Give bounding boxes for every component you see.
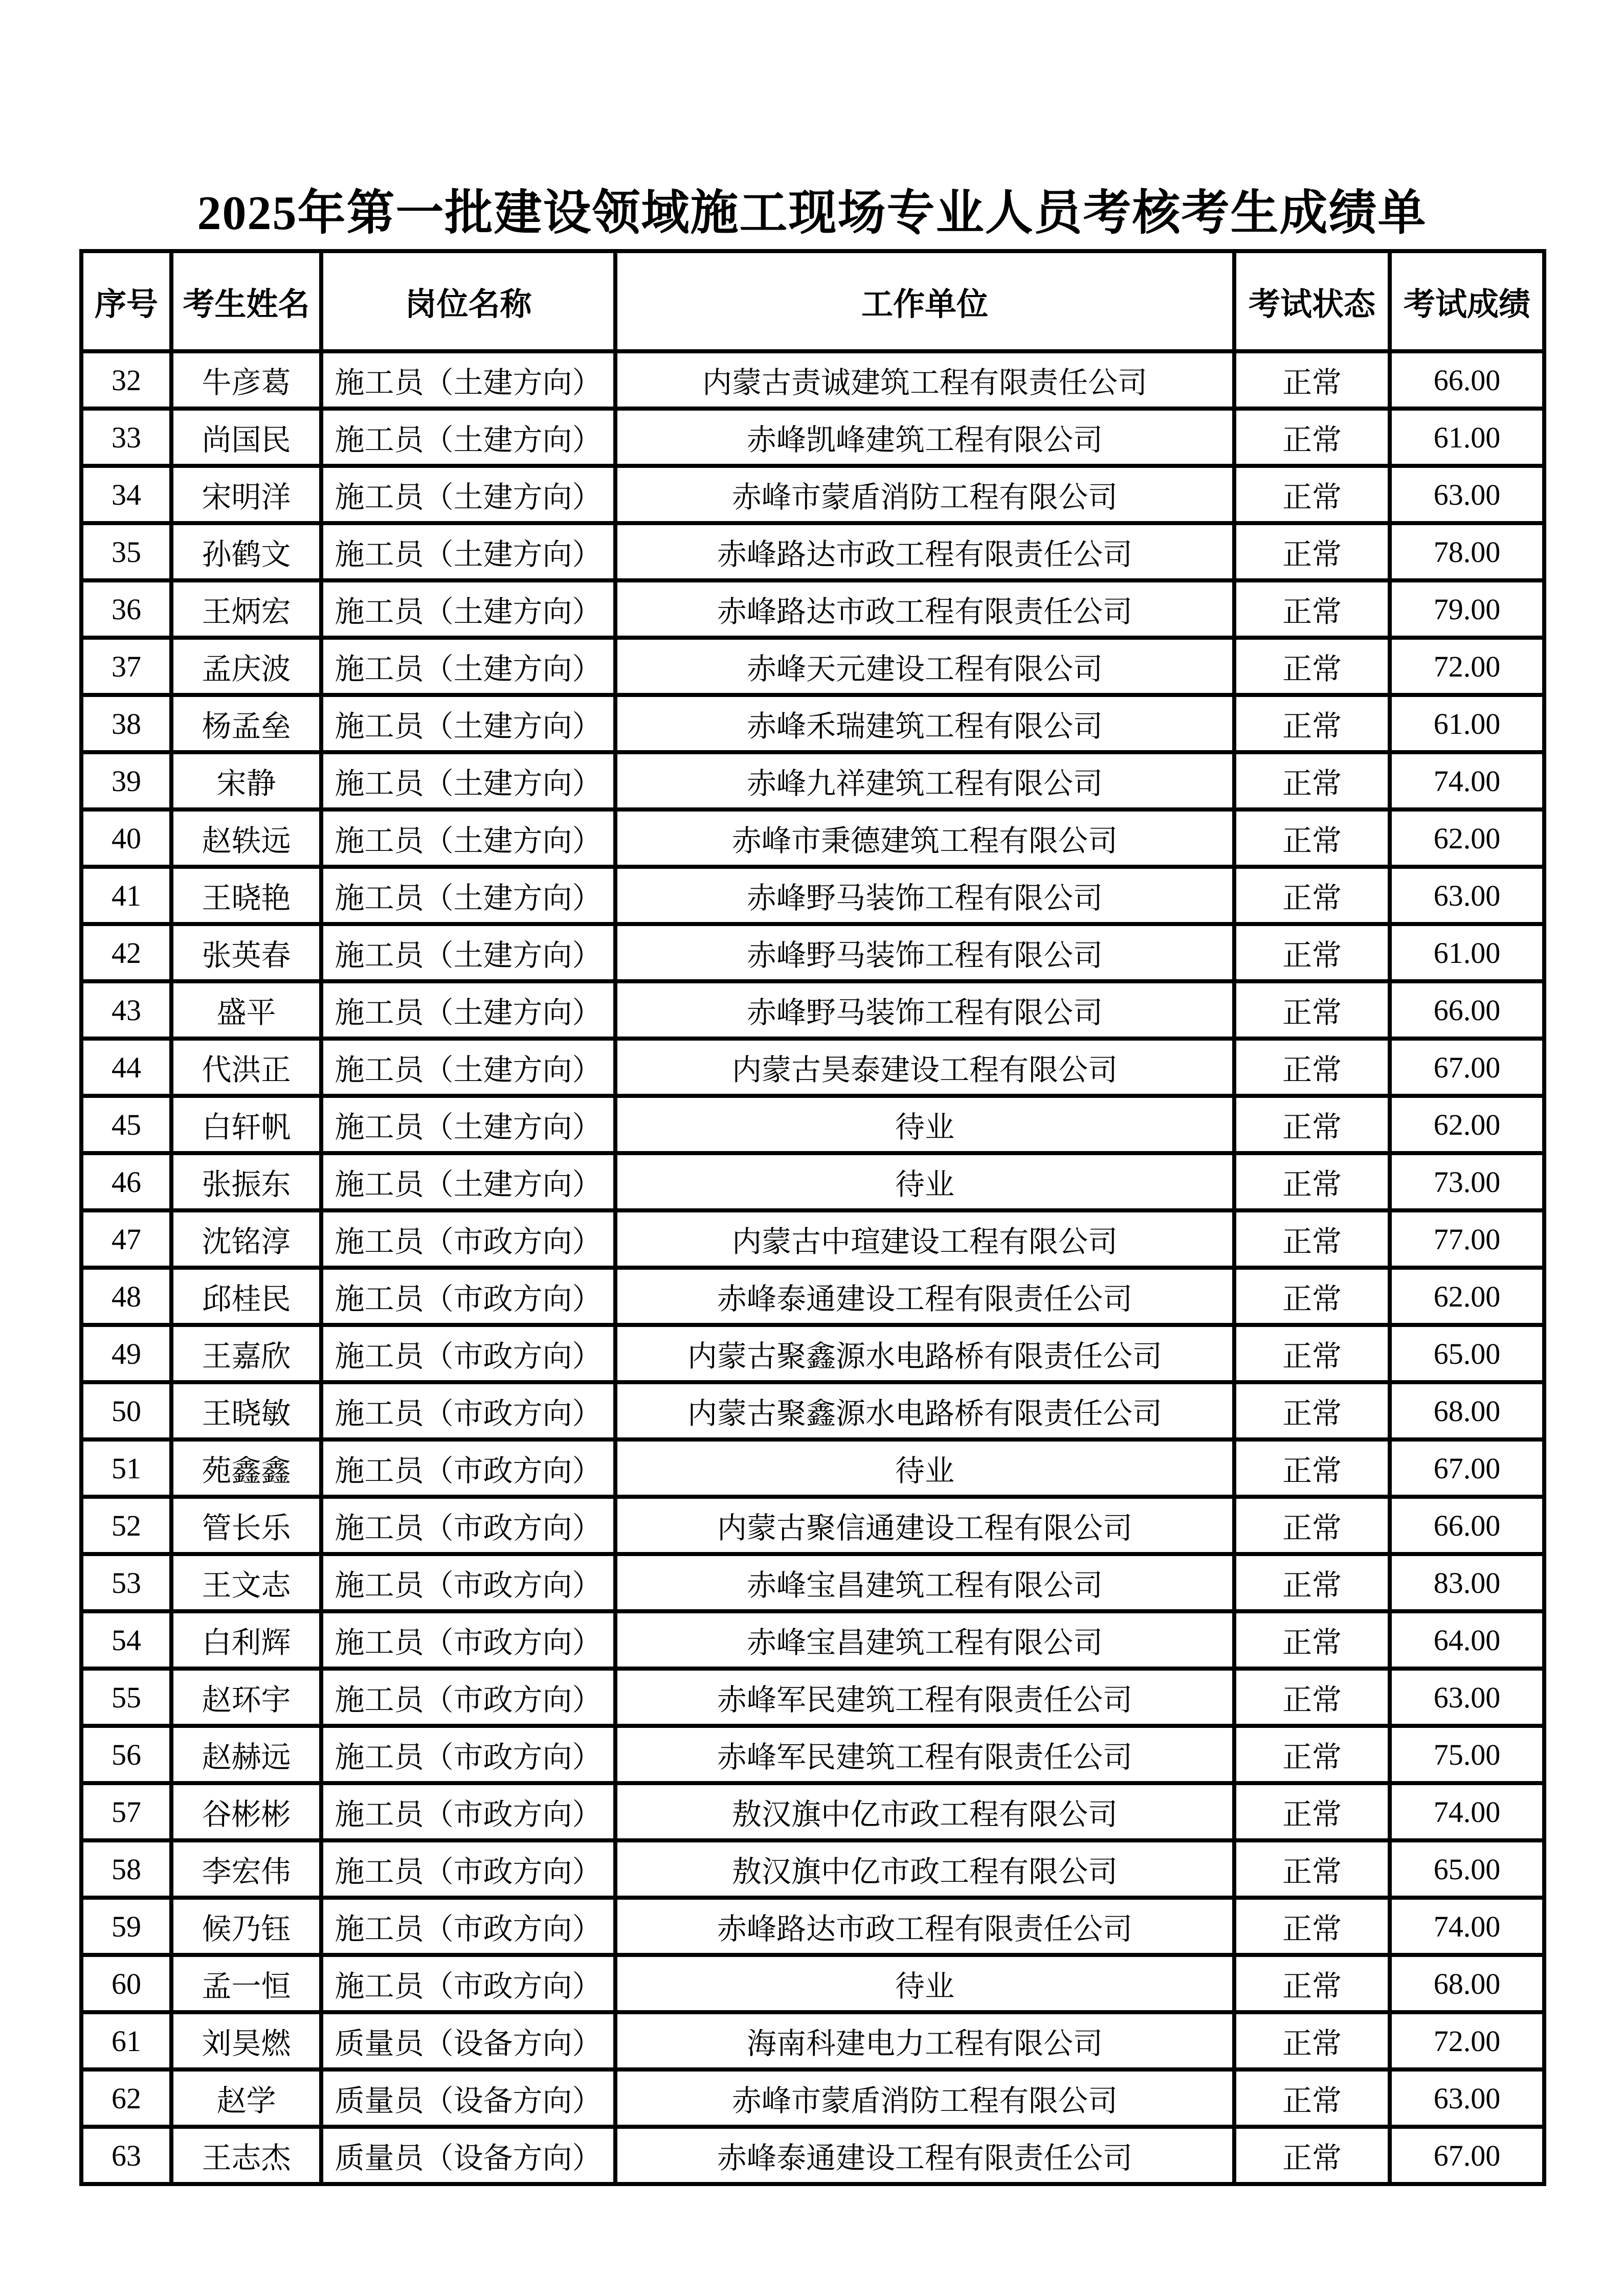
cell-seq: 53 (81, 1554, 171, 1611)
cell-seq: 59 (81, 1898, 171, 1955)
cell-unit: 敖汉旗中亿市政工程有限公司 (615, 1840, 1234, 1898)
cell-status: 正常 (1234, 1382, 1390, 1439)
col-header-position: 岗位名称 (321, 251, 615, 351)
cell-score: 65.00 (1390, 1840, 1544, 1898)
cell-score: 67.00 (1390, 2127, 1544, 2184)
table-row (81, 752, 1544, 809)
cell-unit: 内蒙古责诚建筑工程有限责任公司 (615, 351, 1234, 409)
cell-name: 候乃钰 (171, 1898, 321, 1955)
cell-position: 施工员（土建方向） (321, 1039, 615, 1096)
table-row (81, 1439, 1544, 1497)
cell-position: 施工员（土建方向） (321, 924, 615, 981)
cell-status: 正常 (1234, 1898, 1390, 1955)
score-table (79, 249, 1546, 2186)
cell-status: 正常 (1234, 2127, 1390, 2184)
cell-position: 施工员（土建方向） (321, 981, 615, 1039)
table-row (81, 1153, 1544, 1210)
table-row (81, 1554, 1544, 1611)
cell-seq: 36 (81, 580, 171, 638)
table-row (81, 638, 1544, 695)
cell-position: 施工员（市政方向） (321, 1840, 615, 1898)
cell-score: 61.00 (1390, 695, 1544, 752)
cell-status: 正常 (1234, 1325, 1390, 1382)
cell-score: 75.00 (1390, 1726, 1544, 1783)
cell-name: 邱桂民 (171, 1268, 321, 1325)
cell-seq: 56 (81, 1726, 171, 1783)
cell-name: 谷彬彬 (171, 1783, 321, 1840)
cell-status: 正常 (1234, 409, 1390, 466)
cell-seq: 32 (81, 351, 171, 409)
cell-score: 63.00 (1390, 2069, 1544, 2127)
cell-name: 牛彦葛 (171, 351, 321, 409)
cell-score: 79.00 (1390, 580, 1544, 638)
cell-name: 王晓艳 (171, 867, 321, 924)
header-row (81, 251, 1544, 351)
cell-score: 66.00 (1390, 1497, 1544, 1554)
cell-status: 正常 (1234, 1955, 1390, 2012)
cell-score: 72.00 (1390, 2012, 1544, 2069)
table-row (81, 695, 1544, 752)
cell-position: 施工员（市政方向） (321, 1210, 615, 1268)
cell-score: 62.00 (1390, 809, 1544, 867)
cell-seq: 45 (81, 1096, 171, 1153)
cell-status: 正常 (1234, 1153, 1390, 1210)
cell-unit: 海南科建电力工程有限公司 (615, 2012, 1234, 2069)
cell-status: 正常 (1234, 809, 1390, 867)
cell-status: 正常 (1234, 981, 1390, 1039)
cell-name: 杨孟垒 (171, 695, 321, 752)
table-row (81, 2012, 1544, 2069)
cell-position: 施工员（土建方向） (321, 638, 615, 695)
col-header-name: 考生姓名 (171, 251, 321, 351)
cell-status: 正常 (1234, 2012, 1390, 2069)
cell-score: 67.00 (1390, 1039, 1544, 1096)
cell-status: 正常 (1234, 867, 1390, 924)
cell-score: 66.00 (1390, 351, 1544, 409)
cell-name: 张振东 (171, 1153, 321, 1210)
cell-seq: 40 (81, 809, 171, 867)
cell-unit: 内蒙古中瑄建设工程有限公司 (615, 1210, 1234, 1268)
cell-position: 施工员（土建方向） (321, 466, 615, 523)
cell-position: 施工员（市政方向） (321, 1669, 615, 1726)
cell-name: 苑鑫鑫 (171, 1439, 321, 1497)
col-header-unit: 工作单位 (615, 251, 1234, 351)
cell-position: 施工员（市政方向） (321, 1439, 615, 1497)
cell-position: 质量员（设备方向） (321, 2069, 615, 2127)
cell-score: 68.00 (1390, 1955, 1544, 2012)
cell-name: 孟一恒 (171, 1955, 321, 2012)
cell-seq: 60 (81, 1955, 171, 2012)
table-row (81, 981, 1544, 1039)
cell-name: 王嘉欣 (171, 1325, 321, 1382)
cell-unit: 待业 (615, 1096, 1234, 1153)
cell-unit: 待业 (615, 1153, 1234, 1210)
cell-seq: 35 (81, 523, 171, 580)
cell-status: 正常 (1234, 1268, 1390, 1325)
cell-status: 正常 (1234, 638, 1390, 695)
cell-status: 正常 (1234, 1554, 1390, 1611)
cell-score: 77.00 (1390, 1210, 1544, 1268)
cell-unit: 赤峰宝昌建筑工程有限公司 (615, 1554, 1234, 1611)
cell-position: 施工员（土建方向） (321, 752, 615, 809)
cell-status: 正常 (1234, 2069, 1390, 2127)
table-row (81, 351, 1544, 409)
cell-seq: 39 (81, 752, 171, 809)
table-row (81, 2069, 1544, 2127)
cell-seq: 49 (81, 1325, 171, 1382)
cell-score: 74.00 (1390, 1898, 1544, 1955)
cell-status: 正常 (1234, 580, 1390, 638)
cell-unit: 内蒙古聚鑫源水电路桥有限责任公司 (615, 1382, 1234, 1439)
cell-score: 65.00 (1390, 1325, 1544, 1382)
cell-name: 白轩帆 (171, 1096, 321, 1153)
cell-seq: 61 (81, 2012, 171, 2069)
cell-name: 盛平 (171, 981, 321, 1039)
cell-name: 管长乐 (171, 1497, 321, 1554)
cell-status: 正常 (1234, 695, 1390, 752)
cell-score: 73.00 (1390, 1153, 1544, 1210)
cell-position: 施工员（市政方向） (321, 1611, 615, 1669)
cell-unit: 赤峰路达市政工程有限责任公司 (615, 580, 1234, 638)
cell-name: 白利辉 (171, 1611, 321, 1669)
cell-score: 78.00 (1390, 523, 1544, 580)
table-row (81, 924, 1544, 981)
cell-name: 赵赫远 (171, 1726, 321, 1783)
cell-unit: 赤峰野马装饰工程有限公司 (615, 867, 1234, 924)
cell-status: 正常 (1234, 1039, 1390, 1096)
cell-score: 63.00 (1390, 1669, 1544, 1726)
cell-seq: 46 (81, 1153, 171, 1210)
table-row (81, 1669, 1544, 1726)
cell-name: 尚国民 (171, 409, 321, 466)
cell-name: 孟庆波 (171, 638, 321, 695)
cell-name: 张英春 (171, 924, 321, 981)
cell-name: 刘昊燃 (171, 2012, 321, 2069)
cell-position: 施工员（市政方向） (321, 1955, 615, 2012)
cell-seq: 57 (81, 1783, 171, 1840)
cell-position: 施工员（土建方向） (321, 1153, 615, 1210)
cell-status: 正常 (1234, 752, 1390, 809)
cell-name: 李宏伟 (171, 1840, 321, 1898)
col-header-seq: 序号 (81, 251, 171, 351)
cell-position: 施工员（土建方向） (321, 695, 615, 752)
cell-unit: 赤峰市蒙盾消防工程有限公司 (615, 2069, 1234, 2127)
cell-score: 74.00 (1390, 752, 1544, 809)
cell-position: 施工员（市政方向） (321, 1268, 615, 1325)
cell-name: 王晓敏 (171, 1382, 321, 1439)
cell-unit: 赤峰野马装饰工程有限公司 (615, 924, 1234, 981)
cell-unit: 赤峰军民建筑工程有限责任公司 (615, 1669, 1234, 1726)
table-row (81, 1325, 1544, 1382)
table-row (81, 1039, 1544, 1096)
table-row (81, 1611, 1544, 1669)
cell-score: 74.00 (1390, 1783, 1544, 1840)
table-row (81, 409, 1544, 466)
cell-unit: 赤峰禾瑞建筑工程有限公司 (615, 695, 1234, 752)
cell-name: 沈铭淳 (171, 1210, 321, 1268)
cell-status: 正常 (1234, 924, 1390, 981)
cell-position: 施工员（市政方向） (321, 1382, 615, 1439)
cell-unit: 赤峰路达市政工程有限责任公司 (615, 1898, 1234, 1955)
table-row (81, 580, 1544, 638)
cell-status: 正常 (1234, 466, 1390, 523)
cell-unit: 赤峰军民建筑工程有限责任公司 (615, 1726, 1234, 1783)
cell-unit: 待业 (615, 1955, 1234, 2012)
cell-name: 赵轶远 (171, 809, 321, 867)
cell-position: 施工员（市政方向） (321, 1726, 615, 1783)
cell-unit: 内蒙古聚信通建设工程有限公司 (615, 1497, 1234, 1554)
cell-position: 质量员（设备方向） (321, 2012, 615, 2069)
cell-seq: 47 (81, 1210, 171, 1268)
cell-position: 施工员（市政方向） (321, 1497, 615, 1554)
cell-unit: 赤峰市蒙盾消防工程有限公司 (615, 466, 1234, 523)
table-row (81, 809, 1544, 867)
cell-score: 63.00 (1390, 867, 1544, 924)
cell-score: 83.00 (1390, 1554, 1544, 1611)
cell-score: 61.00 (1390, 924, 1544, 981)
cell-seq: 58 (81, 1840, 171, 1898)
col-header-status: 考试状态 (1234, 251, 1390, 351)
cell-seq: 63 (81, 2127, 171, 2184)
cell-unit: 赤峰野马装饰工程有限公司 (615, 981, 1234, 1039)
table-row (81, 1497, 1544, 1554)
cell-unit: 赤峰市秉德建筑工程有限公司 (615, 809, 1234, 867)
cell-status: 正常 (1234, 1669, 1390, 1726)
cell-seq: 55 (81, 1669, 171, 1726)
cell-seq: 54 (81, 1611, 171, 1669)
cell-position: 施工员（土建方向） (321, 1096, 615, 1153)
cell-unit: 赤峰天元建设工程有限公司 (615, 638, 1234, 695)
cell-position: 施工员（土建方向） (321, 409, 615, 466)
cell-seq: 48 (81, 1268, 171, 1325)
cell-status: 正常 (1234, 351, 1390, 409)
cell-position: 施工员（市政方向） (321, 1325, 615, 1382)
cell-seq: 33 (81, 409, 171, 466)
cell-score: 62.00 (1390, 1096, 1544, 1153)
cell-position: 施工员（市政方向） (321, 1554, 615, 1611)
table-row (81, 1840, 1544, 1898)
cell-name: 孙鹤文 (171, 523, 321, 580)
cell-score: 67.00 (1390, 1439, 1544, 1497)
cell-name: 代洪正 (171, 1039, 321, 1096)
cell-status: 正常 (1234, 1840, 1390, 1898)
cell-score: 64.00 (1390, 1611, 1544, 1669)
cell-seq: 42 (81, 924, 171, 981)
cell-position: 质量员（设备方向） (321, 2127, 615, 2184)
cell-position: 施工员（市政方向） (321, 1783, 615, 1840)
cell-unit: 赤峰路达市政工程有限责任公司 (615, 523, 1234, 580)
cell-seq: 43 (81, 981, 171, 1039)
cell-status: 正常 (1234, 523, 1390, 580)
cell-status: 正常 (1234, 1611, 1390, 1669)
table-row (81, 1955, 1544, 2012)
table-row (81, 1898, 1544, 1955)
cell-status: 正常 (1234, 1096, 1390, 1153)
col-header-score: 考试成绩 (1390, 251, 1544, 351)
cell-unit: 赤峰泰通建设工程有限责任公司 (615, 2127, 1234, 2184)
cell-unit: 赤峰九祥建筑工程有限公司 (615, 752, 1234, 809)
cell-status: 正常 (1234, 1497, 1390, 1554)
table-row (81, 1726, 1544, 1783)
cell-score: 66.00 (1390, 981, 1544, 1039)
cell-name: 宋明洋 (171, 466, 321, 523)
table-row (81, 2127, 1544, 2184)
cell-position: 施工员（土建方向） (321, 809, 615, 867)
cell-unit: 待业 (615, 1439, 1234, 1497)
table-row (81, 1382, 1544, 1439)
cell-name: 王志杰 (171, 2127, 321, 2184)
cell-position: 施工员（土建方向） (321, 351, 615, 409)
cell-score: 62.00 (1390, 1268, 1544, 1325)
page-title: 2025年第一批建设领域施工现场专业人员考核考生成绩单 (197, 187, 1427, 240)
cell-seq: 62 (81, 2069, 171, 2127)
cell-seq: 37 (81, 638, 171, 695)
cell-seq: 50 (81, 1382, 171, 1439)
cell-seq: 41 (81, 867, 171, 924)
table-row (81, 1210, 1544, 1268)
cell-score: 63.00 (1390, 466, 1544, 523)
table-row (81, 1268, 1544, 1325)
cell-unit: 赤峰宝昌建筑工程有限公司 (615, 1611, 1234, 1669)
cell-score: 61.00 (1390, 409, 1544, 466)
cell-seq: 38 (81, 695, 171, 752)
cell-unit: 敖汉旗中亿市政工程有限公司 (615, 1783, 1234, 1840)
cell-seq: 51 (81, 1439, 171, 1497)
cell-unit: 赤峰凯峰建筑工程有限公司 (615, 409, 1234, 466)
cell-seq: 52 (81, 1497, 171, 1554)
cell-name: 宋静 (171, 752, 321, 809)
cell-seq: 34 (81, 466, 171, 523)
cell-position: 施工员（土建方向） (321, 523, 615, 580)
cell-position: 施工员（土建方向） (321, 867, 615, 924)
cell-unit: 内蒙古聚鑫源水电路桥有限责任公司 (615, 1325, 1234, 1382)
table-row (81, 523, 1544, 580)
table-body (81, 351, 1544, 2184)
cell-name: 王文志 (171, 1554, 321, 1611)
cell-seq: 44 (81, 1039, 171, 1096)
cell-score: 72.00 (1390, 638, 1544, 695)
cell-unit: 内蒙古昊泰建设工程有限公司 (615, 1039, 1234, 1096)
cell-position: 施工员（土建方向） (321, 580, 615, 638)
cell-name: 赵学 (171, 2069, 321, 2127)
table-row (81, 1783, 1544, 1840)
table-row (81, 867, 1544, 924)
cell-status: 正常 (1234, 1210, 1390, 1268)
cell-status: 正常 (1234, 1726, 1390, 1783)
table-row (81, 1096, 1544, 1153)
cell-unit: 赤峰泰通建设工程有限责任公司 (615, 1268, 1234, 1325)
cell-name: 王炳宏 (171, 580, 321, 638)
cell-name: 赵环宇 (171, 1669, 321, 1726)
table-row (81, 466, 1544, 523)
cell-position: 施工员（市政方向） (321, 1898, 615, 1955)
cell-status: 正常 (1234, 1439, 1390, 1497)
cell-score: 68.00 (1390, 1382, 1544, 1439)
cell-status: 正常 (1234, 1783, 1390, 1840)
